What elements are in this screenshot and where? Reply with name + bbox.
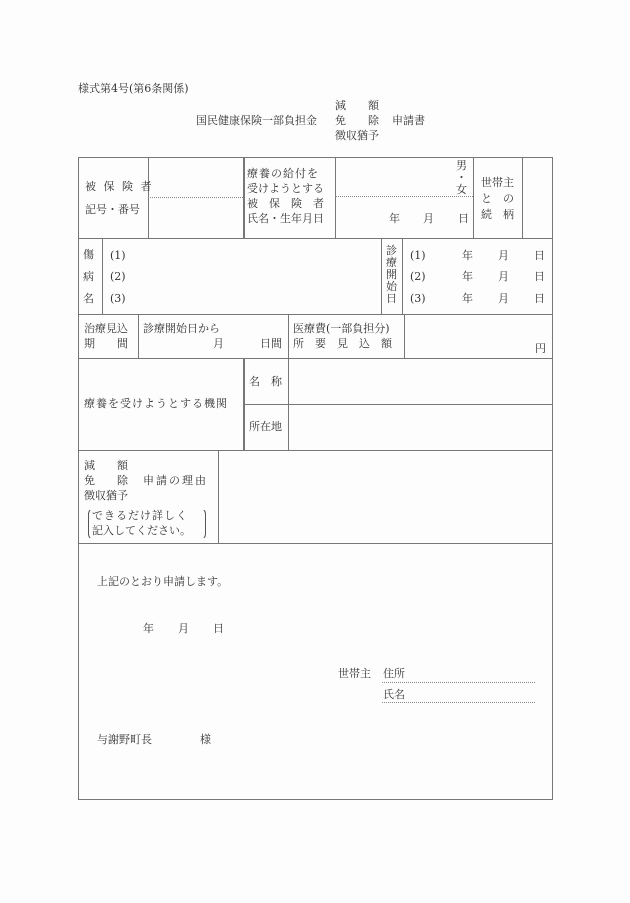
application-date-day[interactable]: 日 xyxy=(213,622,224,635)
householder-label: 世帯主 xyxy=(338,667,371,680)
recipient-name-field[interactable] xyxy=(336,158,451,195)
recipient-label-2: 受けようとする xyxy=(247,182,324,195)
reason-line-2: 免 除 xyxy=(84,474,128,487)
start-label-5: 日 xyxy=(386,292,397,305)
birth-month-label: 月 xyxy=(423,212,434,225)
relation-label-1: 世帯主 xyxy=(481,176,514,189)
institution-address-field[interactable] xyxy=(289,405,551,449)
reason-line-1: 減 額 xyxy=(84,459,128,472)
householder-address-label: 住所 xyxy=(383,667,405,680)
form-number: 様式第4号(第6条関係) xyxy=(78,82,189,95)
reason-field[interactable] xyxy=(219,451,551,542)
start-date-year: 年 xyxy=(462,270,473,283)
insured-number-field[interactable] xyxy=(149,198,242,237)
cost-label-2: 所 要 見 込 額 xyxy=(293,337,392,350)
reason-suffix: 申請の理由 xyxy=(143,474,208,487)
insured-number-label: 記号・番号 xyxy=(85,203,140,216)
title-prefix: 国民健康保険一部負担金 xyxy=(196,114,317,127)
relation-label-3: 続 柄 xyxy=(481,208,514,221)
householder-name-field[interactable] xyxy=(382,702,535,703)
injury-label-2: 病 xyxy=(83,270,94,283)
period-days-unit[interactable]: 日間 xyxy=(260,337,282,350)
start-date-no: (2) xyxy=(410,270,426,283)
recipient-label-1: 療養の給付を xyxy=(247,167,319,180)
sex-separator: ・ xyxy=(456,171,467,184)
recipient-label-3: 被 保 険 者 xyxy=(247,197,324,210)
sex-female-option[interactable]: 女 xyxy=(456,183,467,196)
reason-note-1: できるだけ詳しく xyxy=(92,509,188,522)
relation-label-2: と の xyxy=(481,192,514,205)
title-option-reduction: 減 額 xyxy=(335,99,379,112)
start-date-day: 日 xyxy=(534,249,545,262)
institution-name-field[interactable] xyxy=(289,359,551,403)
start-label-4: 始 xyxy=(386,280,397,293)
injury-label-3: 名 xyxy=(83,292,94,305)
sex-male-option[interactable]: 男 xyxy=(456,159,467,172)
start-date-day: 日 xyxy=(534,292,545,305)
householder-address-field[interactable] xyxy=(382,682,535,683)
injury-3[interactable]: (3) xyxy=(110,292,126,305)
start-date-month: 月 xyxy=(498,249,509,262)
application-statement: 上記のとおり申請します。 xyxy=(97,575,229,588)
insured-symbol-field[interactable] xyxy=(149,158,242,196)
addressee: 与謝野町長 xyxy=(97,733,152,746)
insured-label: 被 保 険 者 xyxy=(85,180,154,193)
institution-label: 療養を受けようとする機関 xyxy=(84,397,228,410)
reason-line-3: 徴収猶予 xyxy=(84,489,128,502)
injury-label-1: 傷 xyxy=(83,248,94,261)
start-date-year: 年 xyxy=(462,292,473,305)
cost-label-1: 医療費(一部負担分) xyxy=(293,322,390,335)
start-date-month: 月 xyxy=(498,292,509,305)
relation-field[interactable] xyxy=(523,158,552,237)
reason-note-2: 記入してください。 xyxy=(92,524,191,537)
title-option-exemption: 免 除 xyxy=(335,114,379,127)
start-date-year: 年 xyxy=(462,249,473,262)
cost-amount-field[interactable] xyxy=(405,315,551,357)
institution-name-label: 名 称 xyxy=(249,375,282,388)
title-option-deferral: 徴収猶予 xyxy=(335,129,379,142)
injury-1[interactable]: (1) xyxy=(110,249,126,262)
start-date-day: 日 xyxy=(534,270,545,283)
householder-name-label: 氏名 xyxy=(383,688,405,701)
recipient-label-4: 氏名・生年月日 xyxy=(247,212,324,225)
yen-unit: 円 xyxy=(535,342,546,355)
start-label-1: 診 xyxy=(386,244,397,257)
institution-address-label: 所在地 xyxy=(249,420,282,433)
birth-day-label: 日 xyxy=(458,212,469,225)
application-date-year[interactable]: 年 xyxy=(143,622,154,635)
injury-2[interactable]: (2) xyxy=(110,270,126,283)
birth-year-label: 年 xyxy=(389,212,400,225)
start-date-month: 月 xyxy=(498,270,509,283)
start-date-no: (1) xyxy=(410,249,426,262)
period-months-unit[interactable]: 月 xyxy=(213,337,224,350)
start-label-3: 開 xyxy=(386,268,397,281)
addressee-honorific: 様 xyxy=(200,733,211,746)
start-label-2: 療 xyxy=(386,256,397,269)
period-label-1: 治療見込 xyxy=(84,322,128,335)
application-date-month[interactable]: 月 xyxy=(178,622,189,635)
period-label-2: 期 間 xyxy=(84,337,128,350)
start-date-no: (3) xyxy=(410,292,426,305)
title-suffix: 申請書 xyxy=(392,114,425,127)
from-start-label: 診療開始日から xyxy=(143,322,220,335)
